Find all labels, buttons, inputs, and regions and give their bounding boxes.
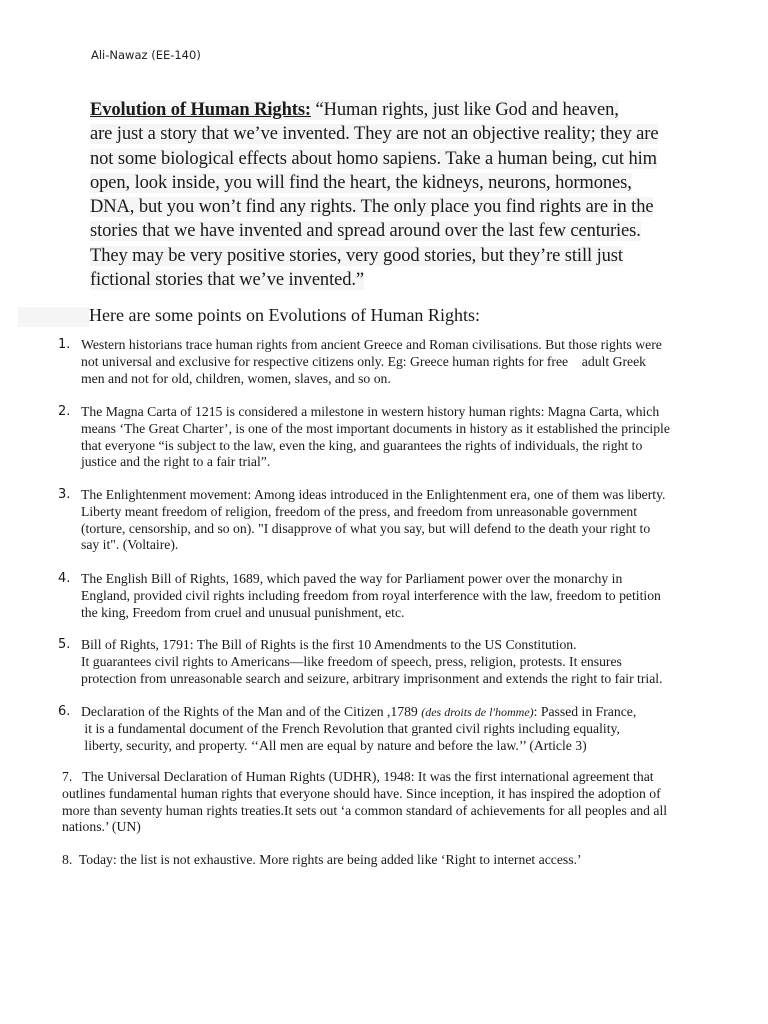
list-item-line: outlines fundamental human rights that everyone should have. Since inception, it has inspired the adoption of — [62, 785, 661, 801]
list-item-line: England, provided civil rights including freedom from royal interference with the law, freedom to petition — [81, 587, 661, 603]
list-item-line: Liberty meant freedom of religion, freedom of the press, and freedom from unreasonable government — [81, 503, 638, 519]
intro-line: They may be very positive stories, very good stories, but they’re still just — [90, 245, 623, 266]
intro-line: open, look inside, you will find the heart, the kidneys, neurons, hormones, — [90, 172, 632, 193]
list-number: 1. — [58, 337, 71, 352]
list-item-line: protection from unreasonable search and seizure, arbitrary imprisonment and extends the right to fair trial. — [81, 670, 663, 686]
list-item-line: men and not for old, children, women, slaves, and so on. — [81, 370, 391, 386]
intro-line: not some biological effects about homo sapiens. Take a human being, cut him — [90, 148, 657, 169]
list-item-line: it is a fundamental document of the French Revolution that granted civil rights including equality, — [81, 720, 620, 736]
list-item-line: 7. The Universal Declaration of Human Rights (UDHR), 1948: It was the first international agreement that — [62, 769, 654, 784]
list-item-line: 8. Today: the list is not exhaustive. More rights are being added like ‘Right to internet access.’ — [62, 852, 582, 867]
list-item — [62, 769, 682, 836]
list-number: 6. — [58, 704, 71, 719]
list-item-text: Declaration of the Rights of the Man and of the Citizen ,1789 — [81, 704, 422, 719]
intro-paragraph — [90, 98, 690, 292]
list-item — [62, 852, 682, 869]
list-number: 4. — [58, 571, 71, 586]
list-item-line: say it". (Voltaire). — [81, 537, 179, 553]
list-item-line: The English Bill of Rights, 1689, which paved the way for Parliament power over the monarchy in — [81, 571, 623, 586]
list-item-line: The Enlightenment movement: Among ideas introduced in the Enlightenment era, one of them was liberty. — [81, 487, 666, 502]
list-number: 3. — [58, 487, 71, 502]
french-phrase: (des droits de l'homme) — [421, 705, 534, 719]
list-item-line: It guarantees civil rights to Americans—like freedom of speech, press, religion, protests. It ensures — [81, 653, 622, 669]
points-heading-text: Here are some points on Evolutions of Human Rights: — [89, 305, 480, 325]
document-title: Evolution of Human Rights: — [90, 100, 311, 120]
list-item-line — [81, 704, 681, 721]
list-number: 5. — [58, 637, 71, 652]
list-item-line: means ‘The Great Charter’, is one of the most important documents in history as it established the principle — [81, 420, 670, 436]
list-item-text: : Passed in France, — [533, 704, 637, 719]
list-number: 2. — [58, 404, 71, 419]
list-item-line: Bill of Rights, 1791: The Bill of Rights is the first 10 Amendments to the US Constitution. — [81, 637, 577, 652]
points-heading — [18, 304, 718, 327]
list-item-line: not universal and exclusive for respective citizens only. Eg: Greece human rights for free adult Greek — [81, 353, 647, 369]
intro-line: DNA, but you won’t find any rights. The only place you find rights are in the — [90, 197, 654, 218]
list-item-line: nations.’ (UN) — [62, 819, 141, 835]
intro-line: “Human rights, just like God and heaven, — [310, 100, 619, 120]
intro-line: stories that we have invented and spread around over the last few centuries. — [90, 221, 641, 242]
list-item-line: (torture, censorship, and so on). "I disapprove of what you say, but will defend to the death your right to — [81, 520, 651, 536]
author-header: Ali-Nawaz (EE-140) — [91, 48, 201, 62]
list-item-line: the king, Freedom from cruel and unusual punishment, etc. — [81, 604, 405, 620]
list-item-line: liberty, security, and property. ‘‘All men are equal by nature and before the law.’’ (Article 3) — [81, 737, 587, 753]
intro-line: are just a story that we’ve invented. They are not an objective reality; they are — [90, 124, 659, 145]
list-item-line: more than seventy human rights treaties.It sets out ‘a common standard of achievements for all peoples and all — [62, 802, 668, 818]
intro-line: fictional stories that we’ve invented.” — [90, 270, 365, 291]
list-item-line: that everyone “is subject to the law, even the king, and guarantees the rights of individuals, the right to — [81, 437, 643, 453]
list-item-line: justice and the right to a fair trial”. — [81, 454, 271, 470]
list-item-line: The Magna Carta of 1215 is considered a milestone in western history human rights: Magna Carta, which — [81, 404, 660, 419]
list-item-line: Western historians trace human rights from ancient Greece and Roman civilisations. But those rights were — [81, 337, 662, 352]
